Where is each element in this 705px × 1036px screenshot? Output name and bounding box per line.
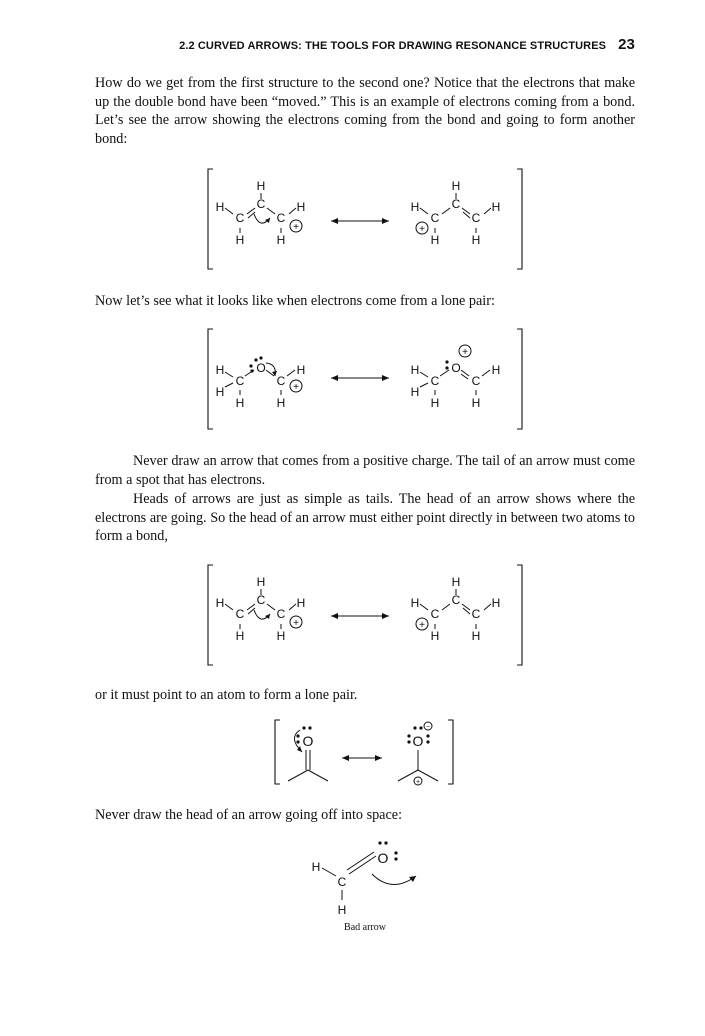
atom-h: H	[215, 596, 225, 610]
running-title: 2.2 CURVED ARROWS: THE TOOLS FOR DRAWING RESONANCE STRUCTURES	[179, 40, 607, 52]
atom-c: C	[276, 374, 286, 388]
atom-h: H	[215, 385, 225, 399]
positive-charge: +	[462, 347, 468, 358]
atom-c: C	[276, 211, 286, 225]
atom-h: H	[491, 200, 501, 214]
atom-h: H	[430, 396, 440, 410]
atom-c: C	[276, 607, 286, 621]
atom-h: H	[256, 575, 266, 589]
atom-o: O	[256, 361, 266, 375]
paragraph-1: How do we get from the first structure to the second one? Notice that the electrons that make up the double bond have been “moved.” This is an example of electrons coming from a bond. Let’s see the arrow showing the electrons coming from the bond and going to form another bond:	[95, 75, 635, 147]
atom-h: H	[430, 629, 440, 643]
atom-h: H	[410, 596, 420, 610]
positive-charge: +	[419, 620, 425, 631]
atom-h: H	[430, 233, 440, 247]
atom-h: H	[235, 396, 245, 410]
atom-c: C	[235, 211, 245, 225]
atom-h: H	[215, 363, 225, 377]
atom-h: H	[235, 233, 245, 247]
paragraph-6: Never draw the head of an arrow going off into space:	[95, 807, 403, 823]
atom-c: C	[235, 607, 245, 621]
atom-h: H	[276, 233, 286, 247]
molecule-left	[216, 179, 306, 247]
atom-h: H	[296, 596, 306, 610]
figure-lone-pair-arrow	[205, 326, 525, 432]
atom-h: H	[296, 363, 306, 377]
atom-h: H	[491, 363, 501, 377]
atom-h: H	[276, 629, 286, 643]
atom-c: C	[235, 374, 245, 388]
atom-c: C	[256, 593, 266, 607]
atom-h: H	[451, 179, 461, 193]
positive-charge: +	[293, 618, 299, 629]
figure-allyl-bond-arrow	[205, 166, 525, 272]
figure-carbonyl-lone-pair	[270, 718, 460, 788]
figure-bad-arrow	[300, 838, 430, 920]
running-header	[95, 36, 635, 53]
figure-allyl-head-between-atoms	[205, 562, 525, 668]
positive-charge: +	[419, 224, 425, 235]
molecule-left	[216, 575, 306, 643]
atom-c: C	[256, 197, 266, 211]
atom-h: H	[451, 575, 461, 589]
atom-h: H	[471, 233, 481, 247]
atom-h: H	[410, 385, 420, 399]
atom-o: O	[302, 733, 314, 749]
atom-h: H	[215, 200, 225, 214]
atom-c: C	[471, 211, 481, 225]
molecule-right	[398, 722, 438, 786]
positive-charge: +	[415, 779, 421, 786]
atom-c: C	[451, 197, 461, 211]
atom-c: C	[430, 607, 440, 621]
atom-c: C	[430, 374, 440, 388]
molecule-right	[411, 179, 501, 247]
positive-charge: +	[293, 222, 299, 233]
atom-c: C	[471, 607, 481, 621]
page-number: 23	[618, 36, 635, 53]
molecule-left	[288, 726, 328, 781]
atom-h: H	[256, 179, 266, 193]
negative-charge: −	[425, 724, 431, 731]
positive-charge: +	[293, 382, 299, 393]
atom-h: H	[410, 363, 420, 377]
atom-h: H	[410, 200, 420, 214]
atom-h: H	[296, 200, 306, 214]
atom-c: C	[451, 593, 461, 607]
atom-h: H	[337, 903, 347, 917]
atom-h: H	[471, 396, 481, 410]
atom-h: H	[471, 629, 481, 643]
paragraph-3: Never draw an arrow that comes from a positive charge. The tail of an arrow must come from a spot that has electrons.	[95, 453, 635, 488]
atom-h: H	[491, 596, 501, 610]
paragraph-5: or it must point to an atom to form a lone pair.	[95, 687, 358, 703]
molecule-right	[411, 575, 501, 643]
atom-c: C	[337, 875, 347, 889]
atom-o: O	[377, 850, 389, 866]
atom-h: H	[276, 396, 286, 410]
atom-c: C	[430, 211, 440, 225]
figure-caption: Bad arrow	[344, 922, 386, 933]
atom-o: O	[451, 361, 461, 375]
atom-o: O	[412, 733, 424, 749]
paragraph-4: Heads of arrows are just as simple as tails. The head of an arrow shows where the electrons are going. So the head of an arrow must either point directly in between two atoms to form a bond,	[95, 491, 635, 545]
paragraph-2: Now let’s see what it looks like when electrons come from a lone pair:	[95, 293, 495, 309]
molecule-right	[411, 345, 501, 410]
atom-c: C	[471, 374, 481, 388]
atom-h: H	[235, 629, 245, 643]
molecule-left	[216, 356, 306, 410]
atom-h: H	[311, 860, 321, 874]
